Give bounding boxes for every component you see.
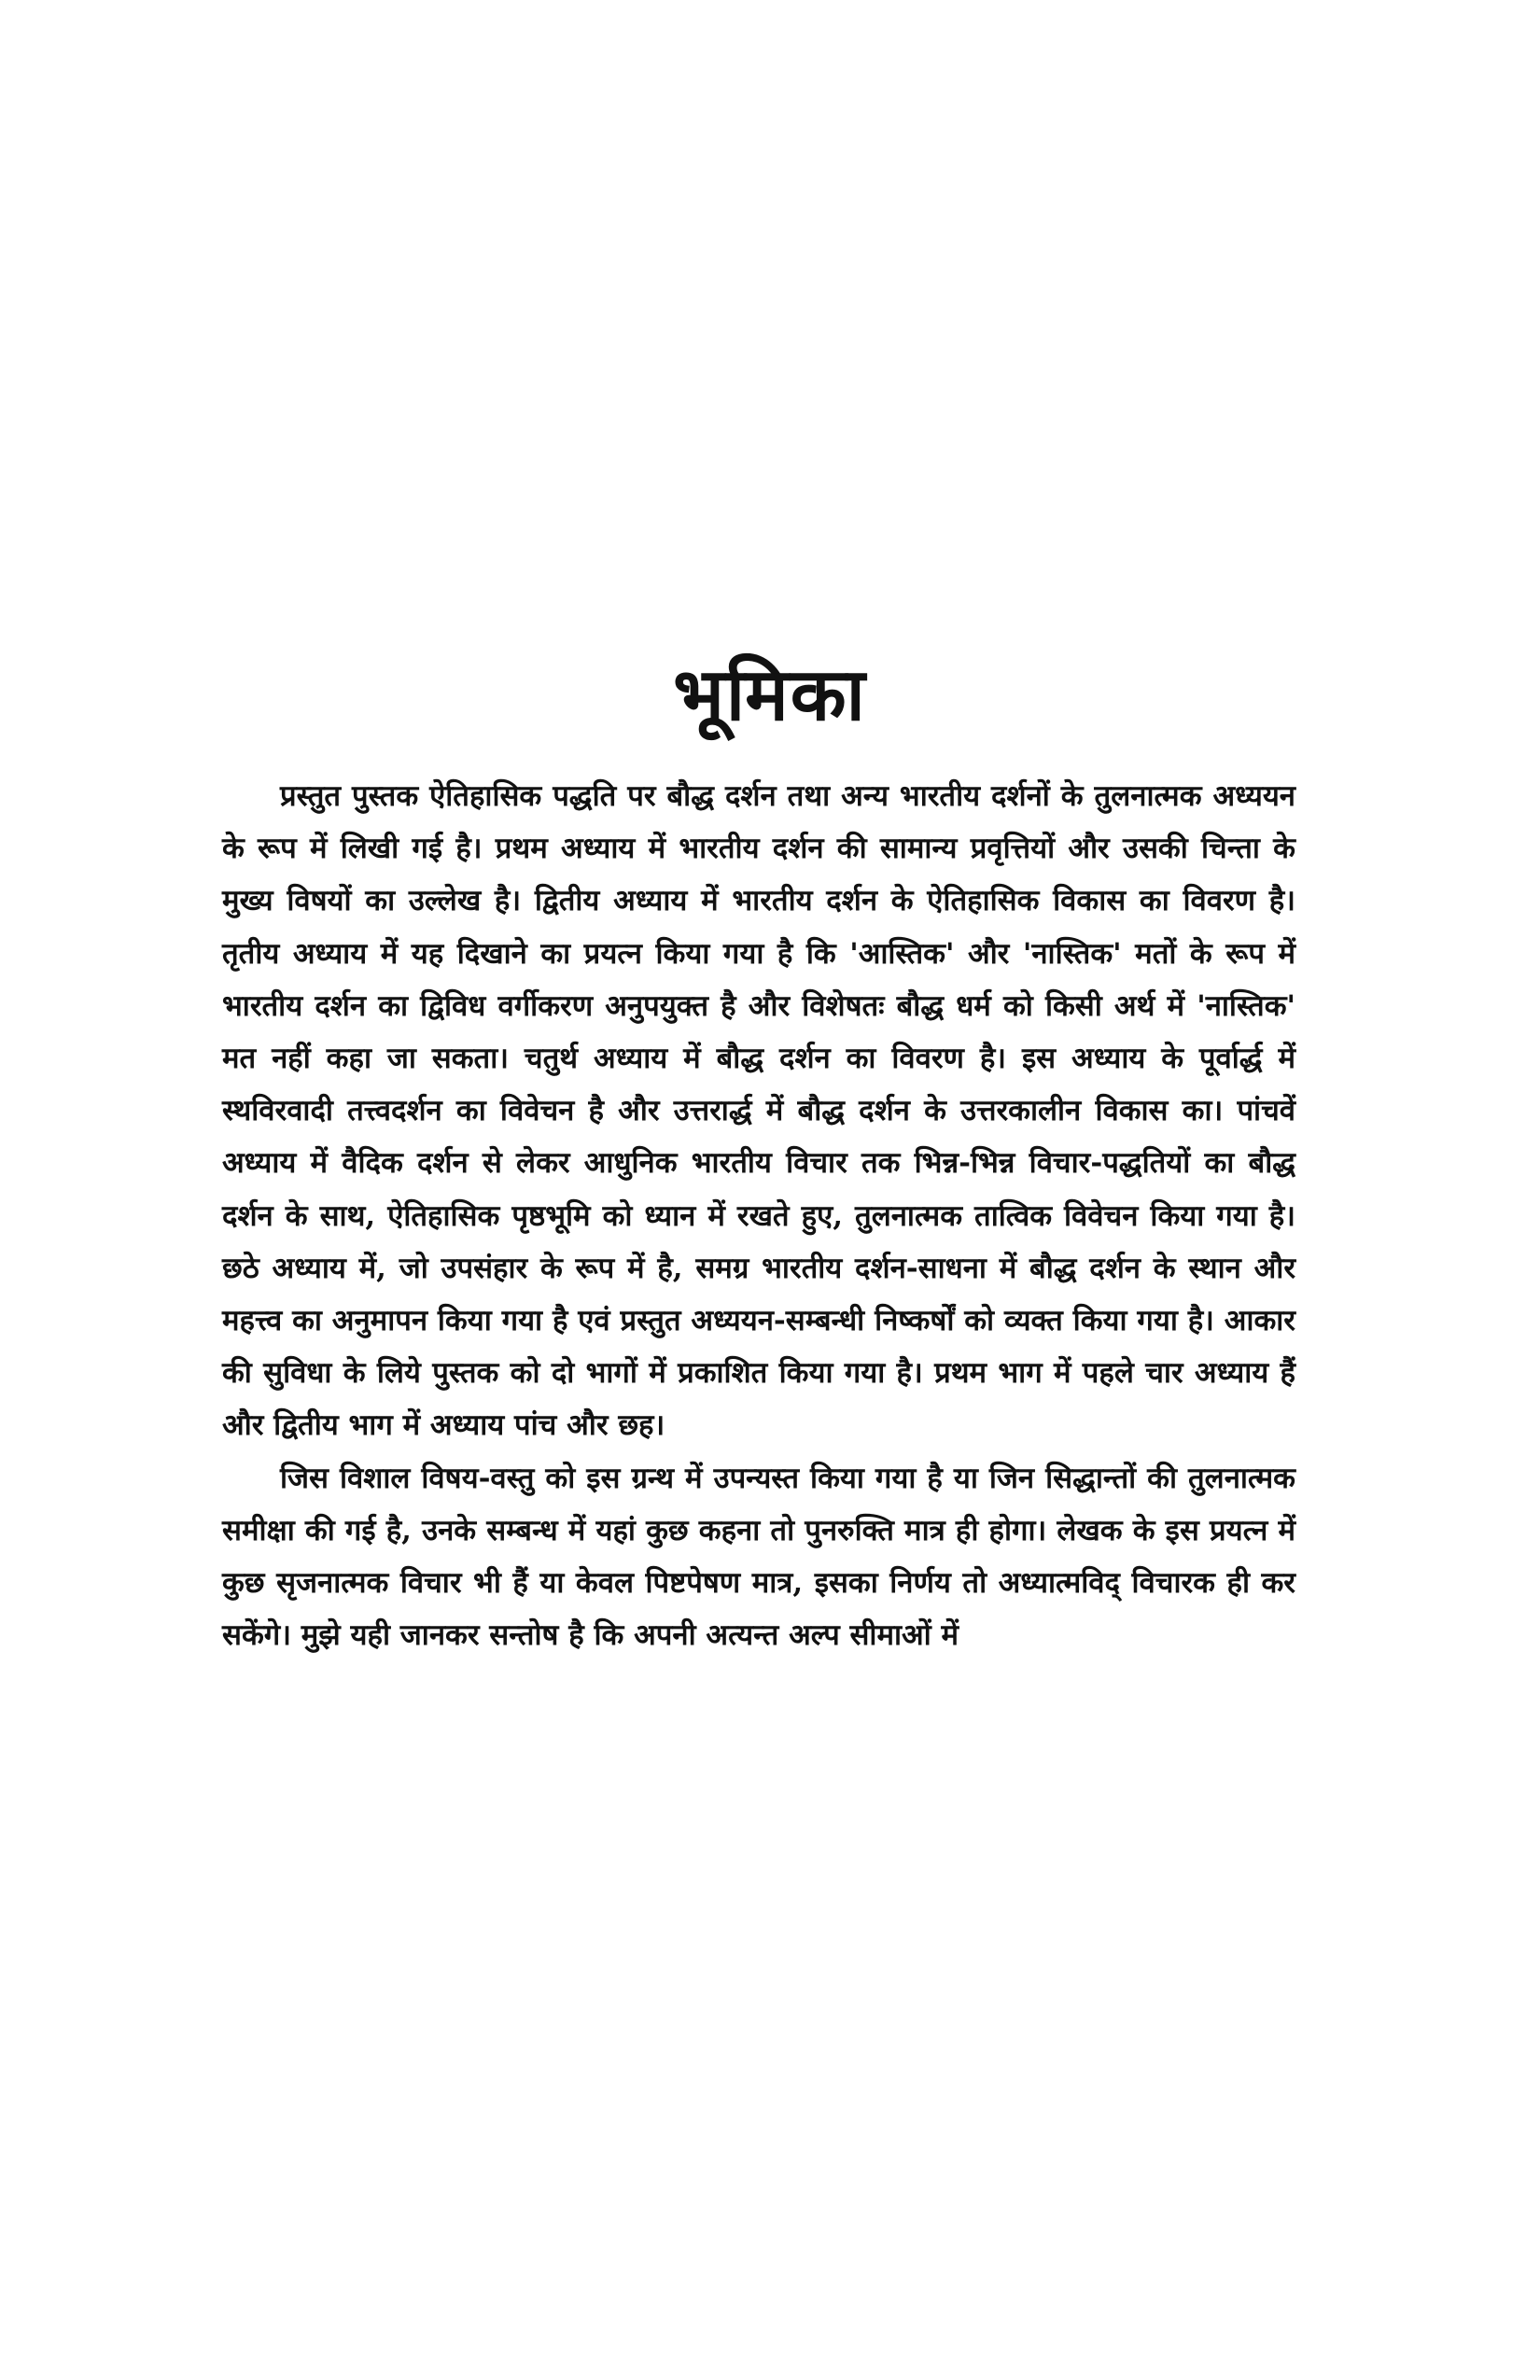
paragraph-2: जिस विशाल विषय-वस्तु को इस ग्रन्थ में उपन्यस्त किया गया है या जिन सिद्धान्तों की तुलनात्मक समीक्षा की गई है, उनके सम्बन्ध में यहां कुछ कहना तो पुनरुक्ति मात्र ही होगा। लेखक के इस प्रयत्न में कुछ सृजनात्मक विचार भी हैं या केवल पिष्टपेषण मात्र, इसका निर्णय तो अध्यात्मविद् विचारक ही कर सकेंगे। मुझे यही जानकर सन्तोष है कि अपनी अत्यन्त अल्प सीमाओं में — [222, 1461, 1295, 1653]
page-title: भूमिका — [673, 652, 867, 737]
body-text — [222, 770, 1295, 1661]
paragraph-1: प्रस्तुत पुस्तक ऐतिहासिक पद्धति पर बौद्ध दर्शन तथा अन्य भारतीय दर्शनों के तुलनात्मक अध्ययन के रूप में लिखी गई है। प्रथम अध्याय में भारतीय दर्शन की सामान्य प्रवृत्तियों और उसकी चिन्ता के मुख्य विषयों का उल्लेख है। द्वितीय अध्याय में भारतीय दर्शन के ऐतिहासिक विकास का विवरण है। तृतीय अध्याय में यह दिखाने का प्रयत्न किया गया है कि 'आस्तिक' और 'नास्तिक' मतों के रूप में भारतीय दर्शन का द्विविध वर्गीकरण अनुपयुक्त है और विशेषतः बौद्ध धर्म को किसी अर्थ में 'नास्तिक' मत नहीं कहा जा सकता। चतुर्थ अध्याय में बौद्ध दर्शन का विवरण है। इस अध्याय के पूर्वार्द्ध में स्थविरवादी तत्त्वदर्शन का विवेचन है और उत्तरार्द्ध में बौद्ध दर्शन के उत्तरकालीन विकास का। पांचवें अध्याय में वैदिक दर्शन से लेकर आधुनिक भारतीय विचार तक भिन्न-भिन्न विचार-पद्धतियों का बौद्ध दर्शन के साथ, ऐतिहासिक पृष्ठभूमि को ध्यान में रखते हुए, तुलनात्मक तात्विक विवेचन किया गया है। छठे अध्याय में, जो उपसंहार के रूप में है, समग्र भारतीय दर्शन-साधना में बौद्ध दर्शन के स्थान और महत्त्व का अनुमापन किया गया है एवं प्रस्तुत अध्ययन-सम्बन्धी निष्कर्षों को व्यक्त किया गया है। आकार की सुविधा के लिये पुस्तक को दो भागों में प्रकाशित किया गया है। प्रथम भाग में पहले चार अध्याय हैं और द्वितीय भाग में अध्याय पांच और छह। — [222, 779, 1295, 1443]
